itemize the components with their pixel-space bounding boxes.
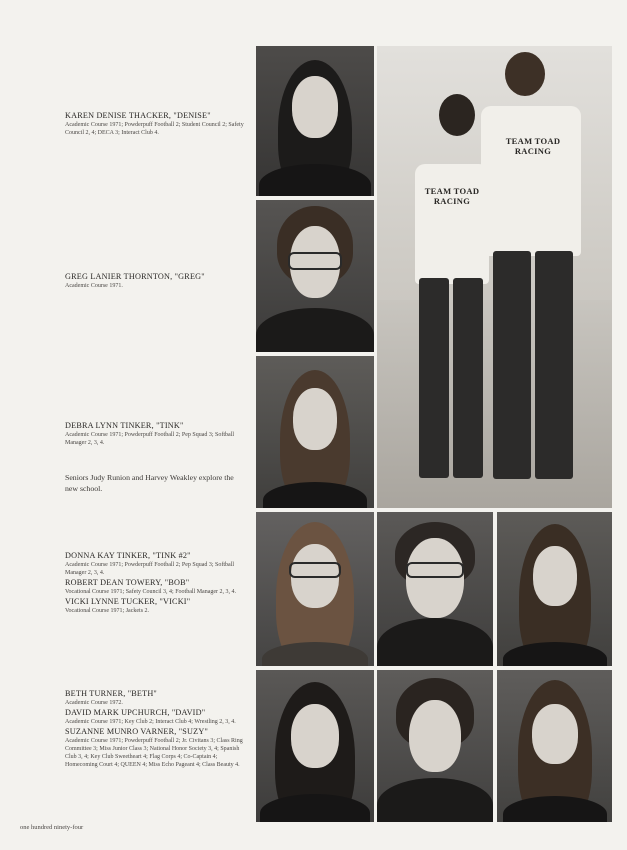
portrait-photo [377, 512, 493, 666]
senior-entry [65, 272, 250, 291]
shirt-text: TEAM TOAD RACING [424, 186, 480, 207]
page-number: one hundred ninety-four [20, 824, 84, 831]
senior-activities: Academic Course 1971; Key Club 2; Interact Club 4; Wrestling 2, 3, 4. [65, 718, 236, 725]
senior-name: ROBERT DEAN TOWERY, "BOB" [65, 578, 190, 588]
shirt-text: TEAM TOAD RACING [505, 136, 561, 157]
candid-photo [377, 46, 612, 508]
portrait-photo [256, 670, 374, 822]
portrait-photo [256, 200, 374, 352]
portrait-photo [497, 670, 612, 822]
senior-activities: Academic Course 1971; Powderpuff Football 2; Pep Squad 3; Softball Manager 2, 3, 4. [65, 431, 235, 446]
senior-name: VICKI LYNNE TUCKER, "VICKI" [65, 596, 191, 606]
senior-entry-group [65, 689, 250, 770]
portrait-photo [497, 512, 612, 666]
senior-activities: Vocational Course 1971; Jackets 2. [65, 607, 150, 614]
portrait-photo [256, 512, 374, 666]
senior-activities: Academic Course 1971; Powderpuff Football 2; Pep Squad 3; Softball Manager 2, 3, 4. [65, 561, 235, 576]
senior-name: DEBRA LYNN TINKER, "TINK" [65, 421, 184, 430]
senior-activities: Academic Course 1971. [65, 282, 123, 289]
senior-name: GREG LANIER THORNTON, "GREG" [65, 272, 205, 281]
senior-name: BETH TURNER, "BETH" [65, 689, 157, 698]
portrait-photo [256, 356, 374, 508]
senior-activities: Academic Course 1972. [65, 699, 123, 706]
photo-caption: Seniors Judy Runion and Harvey Weakley explore the new school. [65, 473, 234, 493]
senior-entry [65, 111, 250, 138]
senior-name: KAREN DENISE THACKER, "DENISE" [65, 111, 211, 120]
senior-entry [65, 421, 250, 448]
portrait-photo [256, 46, 374, 196]
senior-name: DONNA KAY TINKER, "TINK #2" [65, 551, 191, 560]
senior-activities: Academic Course 1971; Powderpuff Football 2; Jr. Civitans 3; Class Ring Committee 3; Miss Junior Class 3; National Honor Society 3, 4; Spanish Club 3, 4; Key Club Sweetheart 4; Flag Corps 4; Co-Captain 4; Homecoming Court 4; QUEEN 4; Miss Echo Pageant 4; Class Beauty 4. [65, 737, 243, 768]
senior-name: SUZANNE MUNRO VARNER, "SUZY" [65, 726, 208, 736]
portrait-photo [377, 670, 493, 822]
senior-activities: Academic Course 1971; Powderpuff Football 2; Student Council 2; Safety Council 2, 4; DECA 3; Interact Club 4. [65, 121, 244, 136]
senior-name: DAVID MARK UPCHURCH, "DAVID" [65, 707, 206, 717]
senior-activities: Vocational Course 1971; Safety Council 3, 4; Football Manager 2, 3, 4. [65, 588, 237, 595]
senior-entry-group [65, 551, 250, 616]
